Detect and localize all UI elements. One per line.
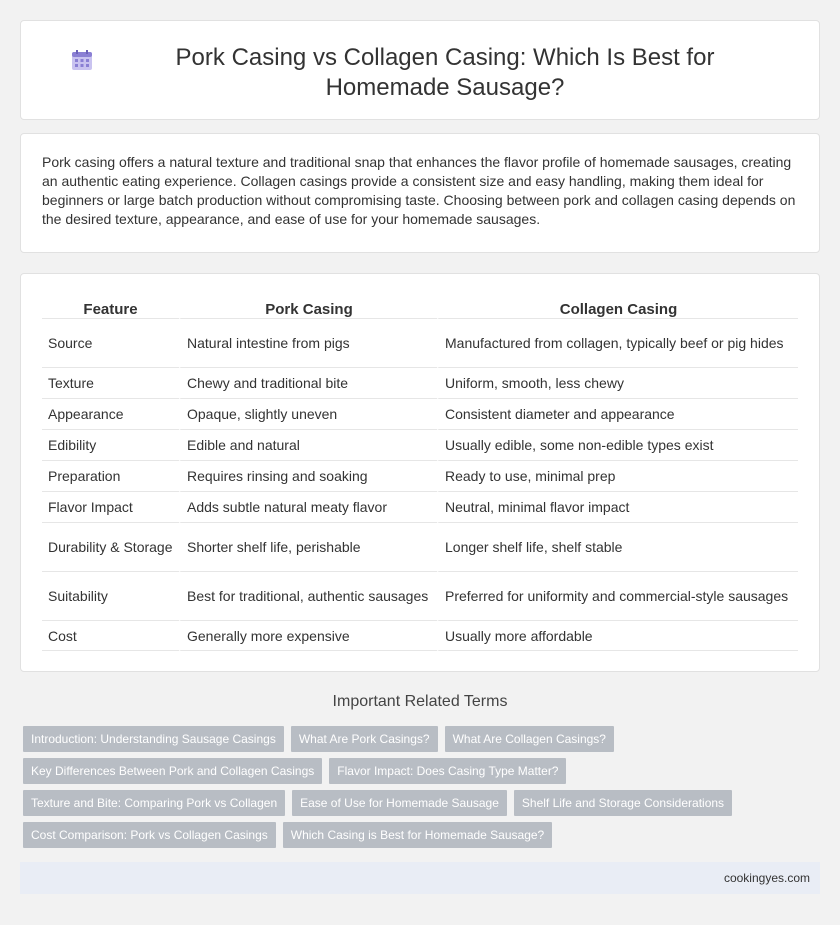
table-row: [42, 398, 798, 429]
table-row: [42, 460, 798, 491]
related-tag[interactable]: Shelf Life and Storage Considerations: [514, 790, 732, 816]
row-collagen: Neutral, minimal flavor impact: [437, 491, 798, 522]
intro-card: [20, 133, 820, 253]
table-row: [42, 491, 798, 522]
header-collagen-casing: Collagen Casing: [437, 296, 798, 318]
row-pork: Edible and natural: [179, 429, 437, 460]
table-row: [42, 522, 798, 571]
row-feature: Flavor Impact: [42, 491, 179, 522]
tag-row: [23, 726, 823, 752]
table-row: [42, 367, 798, 398]
table-row: [42, 571, 798, 620]
tag-row: [23, 758, 823, 784]
comparison-table-card: [20, 273, 820, 672]
row-pork: Opaque, slightly uneven: [179, 398, 437, 429]
table-row: [42, 429, 798, 460]
related-tag[interactable]: Ease of Use for Homemade Sausage: [292, 790, 507, 816]
table-row: [42, 318, 798, 367]
row-collagen: Usually edible, some non-edible types exist: [437, 429, 798, 460]
table-row: [42, 620, 798, 651]
page-title: Pork Casing vs Collagen Casing: Which Is Best for Homemade Sausage?: [175, 44, 715, 101]
intro-paragraph: Pork casing offers a natural texture and traditional snap that enhances the flavor profile of homemade sausages, creating an authentic eating experience. Collagen casings provide a consistent size and easy handling, making them ideal for beginners or large batch production without compromising taste. Choosing between pork and collagen casing depends on the desired texture, appearance, and ease of use for your homemade sausages.: [42, 154, 796, 227]
title-card: [20, 20, 820, 120]
site-name[interactable]: cookingyes.com: [723, 871, 810, 885]
table-header-row: [42, 296, 798, 318]
row-pork: Requires rinsing and soaking: [179, 460, 437, 491]
row-feature: Texture: [42, 367, 179, 398]
footer: [20, 862, 820, 894]
row-pork: Natural intestine from pigs: [179, 318, 437, 367]
row-pork: Adds subtle natural meaty flavor: [179, 491, 437, 522]
row-collagen: Consistent diameter and appearance: [437, 398, 798, 429]
tag-row: [23, 822, 823, 848]
related-tag[interactable]: Flavor Impact: Does Casing Type Matter?: [329, 758, 566, 784]
row-collagen: Longer shelf life, shelf stable: [437, 522, 798, 571]
row-feature: Edibility: [42, 429, 179, 460]
related-tag[interactable]: What Are Pork Casings?: [291, 726, 438, 752]
header-feature: Feature: [83, 301, 138, 318]
row-collagen: Manufactured from collagen, typically beef or pig hides: [437, 318, 798, 367]
comparison-table: [42, 296, 798, 651]
related-tag[interactable]: Introduction: Understanding Sausage Casings: [23, 726, 284, 752]
related-tag[interactable]: What Are Collagen Casings?: [445, 726, 614, 752]
row-pork: Generally more expensive: [179, 620, 437, 651]
row-pork: Chewy and traditional bite: [179, 367, 437, 398]
related-tag[interactable]: Key Differences Between Pork and Collagen Casings: [23, 758, 322, 784]
title-wrap: [21, 43, 819, 103]
row-feature: Preparation: [42, 460, 179, 491]
row-pork: Best for traditional, authentic sausages: [179, 571, 437, 620]
row-feature: Suitability: [42, 571, 179, 620]
row-collagen: Usually more affordable: [437, 620, 798, 651]
row-feature: Appearance: [42, 398, 179, 429]
header-pork-casing: Pork Casing: [179, 296, 437, 318]
row-collagen: Preferred for uniformity and commercial-style sausages: [437, 571, 798, 620]
tag-row: [23, 790, 823, 816]
row-collagen: Ready to use, minimal prep: [437, 460, 798, 491]
related-terms-heading: Important Related Terms: [332, 693, 508, 710]
row-pork: Shorter shelf life, perishable: [179, 522, 437, 571]
row-collagen: Uniform, smooth, less chewy: [437, 367, 798, 398]
row-feature: Cost: [42, 620, 179, 651]
related-terms-tags: [23, 726, 823, 854]
related-tag[interactable]: Cost Comparison: Pork vs Collagen Casings: [23, 822, 276, 848]
row-feature: Durability & Storage: [42, 522, 179, 571]
related-tag[interactable]: Texture and Bite: Comparing Pork vs Collagen: [23, 790, 285, 816]
related-tag[interactable]: Which Casing is Best for Homemade Sausage?: [283, 822, 552, 848]
calendar-icon: [71, 49, 93, 71]
row-feature: Source: [42, 318, 179, 367]
